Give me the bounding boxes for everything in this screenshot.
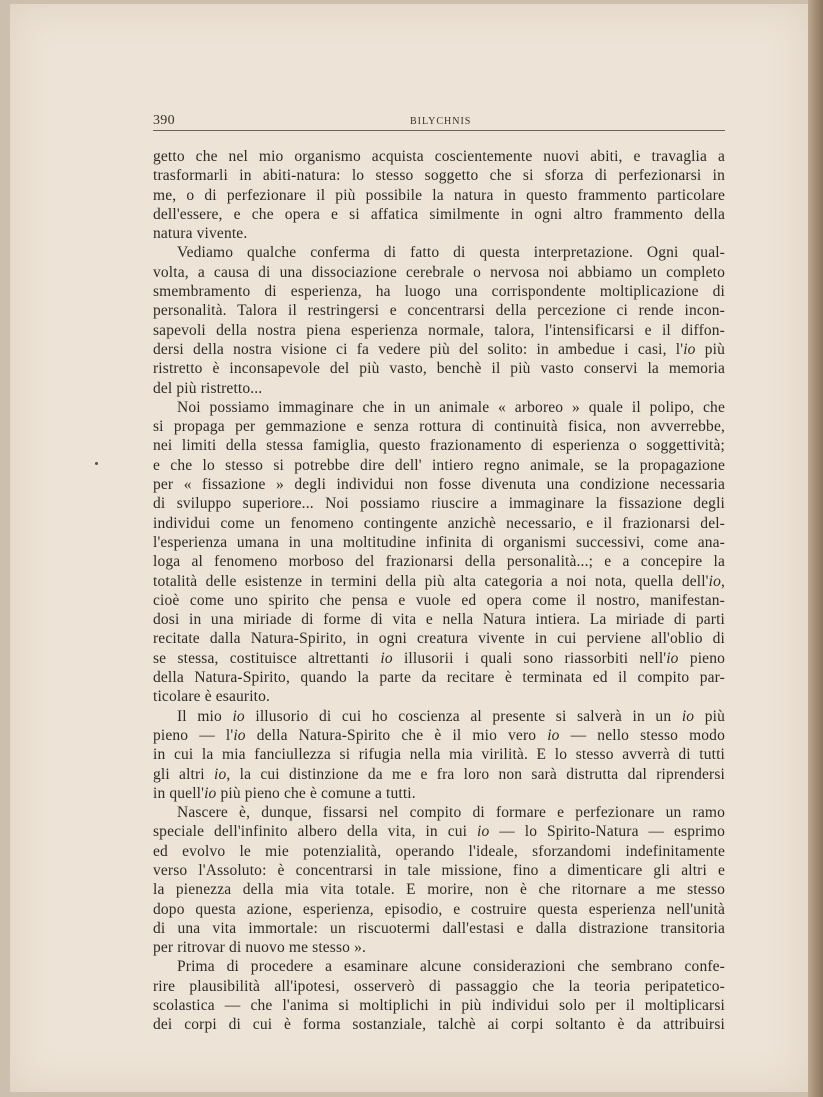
text-line: dei corpi di cui è forma sostanziale, talchè ai corpi soltanto è da attribuirsi <box>153 1016 725 1034</box>
text-line: loga al fenomeno morboso del frazionarsi della personalità...; e a concepire la <box>153 553 725 571</box>
text-line: di una vita immortale: un riscuotermi dall'estasi e dalla distrazione transitoria <box>153 919 725 937</box>
text-line: l'esperienza umana in una moltitudine infinita di organismi successivi, come ana- <box>153 533 725 551</box>
text-line: del più ristretto... <box>153 379 263 397</box>
text-line: getto che nel mio organismo acquista coscientemente nuovi abiti, e travaglia a <box>153 148 725 165</box>
paragraph <box>153 398 725 707</box>
text-line: e che lo stesso si potrebbe dire dell' intiero regno animale, se la propagazione <box>153 456 725 474</box>
text-line: nei limiti della stessa famiglia, questo frazionamento di esperienza o soggettività; <box>153 437 725 455</box>
text-line: recitate dalla Natura-Spirito, in ogni creatura vivente in cui perviene all'oblio di <box>153 630 725 648</box>
paragraph <box>153 957 725 1034</box>
paragraph <box>153 243 725 397</box>
text-line: volta, a causa di una dissociazione cerebrale o nervosa noi abbiamo un completo <box>153 263 725 281</box>
text-line: dersi della nostra visione ci fa vedere più del solito: in ambedue i casi, l'io più <box>153 340 725 358</box>
text-line: in cui la mia fanciullezza si rifugia nella mia virilità. E lo stesso avverrà di tutti <box>153 746 725 764</box>
text-line: totalità delle esistenze in termini della più alta categoria a noi nota, quella dell'io, <box>153 572 725 590</box>
running-title: BILYCHNIS <box>410 116 472 127</box>
text-line: per ritrovar di nuovo me stesso ». <box>153 939 367 957</box>
text-line: personalità. Talora il restringersi e concentrarsi della percezione ci rende incon- <box>153 302 725 320</box>
text-line: di sviluppo superiore... Noi possiamo riuscire a immaginare la fissazione degli <box>153 495 725 513</box>
text-line: sapevoli della nostra piena esperienza normale, talora, l'intensificarsi e il diffon- <box>153 321 725 339</box>
text-line: smembramento di esperienza, ha luogo una corrispondente moltiplicazione di <box>153 283 725 301</box>
paragraph <box>153 803 725 957</box>
text-line: verso l'Assoluto: è concentrarsi in tale missione, fino a dimenticare gli altri e <box>153 861 725 879</box>
page-header <box>153 113 725 135</box>
text-line: della Natura-Spirito, quando la parte da recitare è terminata ed il compito par- <box>153 669 725 687</box>
text-line: Nascere è, dunque, fissarsi nel compito di formare e perfezionare un ramo <box>177 804 725 822</box>
paragraph <box>153 147 725 243</box>
text-line: individui come un fenomeno contingente anzichè necessario, e il frazionarsi del- <box>153 514 725 532</box>
text-line: Il mio io illusorio di cui ho coscienza al presente si salverà in un io più <box>177 707 725 725</box>
text-line: dell'essere, e che opera e si affatica similmente in ogni altro frammento della <box>153 205 725 223</box>
text-line: per « fissazione » degli individui non fosse divenuta una condizione necessaria <box>153 476 725 494</box>
text-line: me, o di perfezionare il più possibile la natura in questo frammento particolare <box>153 186 725 204</box>
text-line: ristretto è inconsapevole del più vasto, benchè il più vasto conservi la memoria <box>153 360 725 378</box>
text-line: scolastica — che l'anima si moltiplichi in più individui solo per il moltiplicarsi <box>153 997 725 1015</box>
header-rule <box>153 130 725 131</box>
body-text <box>153 147 725 1035</box>
text-line: gli altri io, la cui distinzione da me e fra loro non sarà distrutta dal riprendersi <box>153 765 725 783</box>
text-line: Prima di procedere a esaminare alcune considerazioni che sembrano confe- <box>177 958 725 976</box>
text-line: natura vivente. <box>153 225 248 243</box>
text-line: rire plausibilità all'ipotesi, osserverò di passaggio che la teoria peripatetico- <box>153 977 725 995</box>
page-number: 390 <box>153 113 175 128</box>
text-line: dosi in una miriade di forme di vita e nella Natura intiera. La miriade di parti <box>153 611 725 629</box>
text-line: Vediamo qualche conferma di fatto di questa interpretazione. Ogni qual- <box>177 244 725 262</box>
text-line: si propaga per gemmazione e senza rottura di continuità fisica, non avverrebbe, <box>153 418 725 436</box>
text-line: Noi possiamo immaginare che in un animale « arboreo » quale il polipo, che <box>177 398 725 416</box>
page-edge <box>808 0 823 1097</box>
text-line: ticolare è esaurito. <box>153 688 271 706</box>
text-line: trasformarli in abiti-natura: lo stesso soggetto che si sforza di perfezionarsi in <box>153 167 725 185</box>
text-line: dopo questa azione, esperienza, episodio, e costruire questa esperienza nell'unità <box>153 900 725 918</box>
margin-dot <box>95 462 98 465</box>
text-line: cioè come uno spirito che pensa e vuole ed opera come il nostro, manifestan- <box>153 591 725 609</box>
text-line: la pienezza della mia vita totale. E morire, non è che ritornare a me stesso <box>153 881 725 899</box>
text-line: ed evolvo le mie potenzialità, operando l'ideale, sforzandomi indefinitamente <box>153 842 725 860</box>
text-line: se stessa, costituisce altrettanti io illusorii i quali sono riassorbiti nell'io pieno <box>153 649 725 667</box>
paragraph <box>153 707 725 803</box>
text-line: speciale dell'infinito albero della vita, in cui io — lo Spirito-Natura — esprimo <box>153 823 725 841</box>
text-line: in quell'io più pieno che è comune a tutti. <box>153 784 416 802</box>
text-line: pieno — l'io della Natura-Spirito che è il mio vero io — nello stesso modo <box>153 726 725 744</box>
